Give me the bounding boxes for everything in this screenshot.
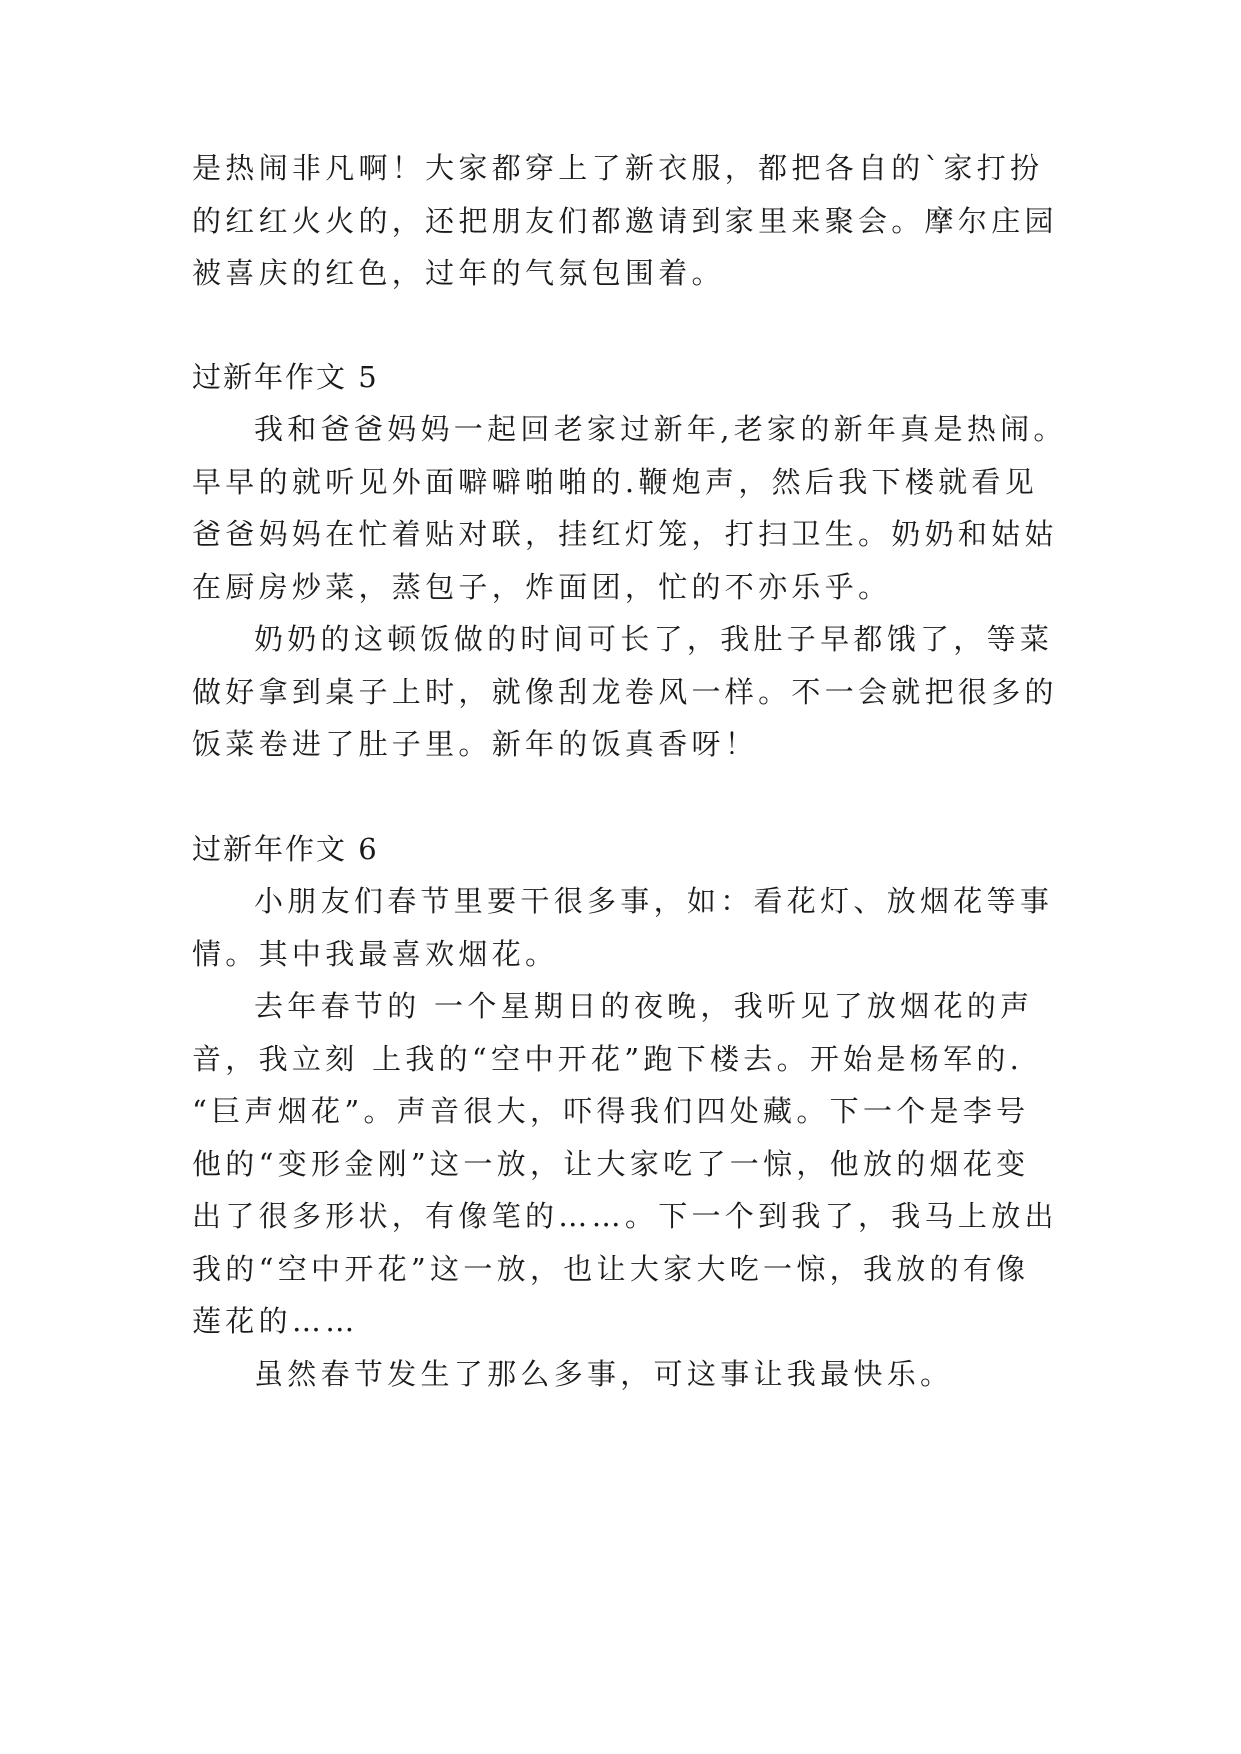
paragraph-line: 爸爸妈妈在忙着贴对联，挂红灯笼，打扫卫生。奶奶和姑姑 (192, 517, 1058, 551)
paragraph-line: 在厨房炒菜，蒸包子，炸面团，忙的不亦乐乎。 (192, 570, 892, 604)
essay-6-title: 过新年作文 6 (192, 832, 379, 866)
paragraph-line: 做好拿到桌子上时，就像刮龙卷风一样。不一会就把很多的 (192, 675, 1058, 709)
paragraph-line: 去年春节的 一个星期日的夜晚，我听见了放烟花的声 (254, 989, 1034, 1023)
paragraph-line: 莲花的…… (192, 1304, 359, 1338)
paragraph-line: 早早的就听见外面噼噼啪啪的.鞭炮声，然后我下楼就看见 (192, 465, 1039, 499)
paragraph-line: 情。其中我最喜欢烟花。 (192, 937, 559, 971)
paragraph-line: “巨声烟花”。声音很大，吓得我们四处藏。下一个是李号 (192, 1094, 1030, 1128)
paragraph-line: 饭菜卷进了肚子里。新年的饭真香呀！ (192, 727, 759, 761)
paragraph-line: 我和爸爸妈妈一起回老家过新年,老家的新年真是热闹。 (254, 412, 1067, 446)
paragraph-line: 奶奶的这顿饭做的时间可长了，我肚子早都饿了，等菜 (254, 622, 1054, 656)
paragraph-line: 我的“空中开花”这一放，也让大家大吃一惊，我放的有像 (192, 1252, 1030, 1286)
paragraph-line: 虽然春节发生了那么多事，可这事让我最快乐。 (254, 1357, 954, 1391)
paragraph-line: 小朋友们春节里要干很多事，如：看花灯、放烟花等事 (254, 884, 1054, 918)
essay-5-title: 过新年作文 5 (192, 360, 379, 394)
paragraph-line: 音，我立刻 上我的“空中开花”跑下楼去。开始是杨军的. (192, 1042, 1024, 1076)
paragraph-line: 他的“变形金刚”这一放，让大家吃了一惊，他放的烟花变 (192, 1147, 1030, 1181)
paragraph-line: 出了很多形状，有像笔的……。下一个到我了，我马上放出 (192, 1199, 1058, 1233)
paragraph-line: 是热闹非凡啊！大家都穿上了新衣服，都把各自的`家打扮 (192, 151, 1044, 185)
paragraph-line: 被喜庆的红色，过年的气氛包围着。 (192, 256, 725, 290)
paragraph-line: 的红红火火的，还把朋友们都邀请到家里来聚会。摩尔庄园 (192, 204, 1058, 238)
